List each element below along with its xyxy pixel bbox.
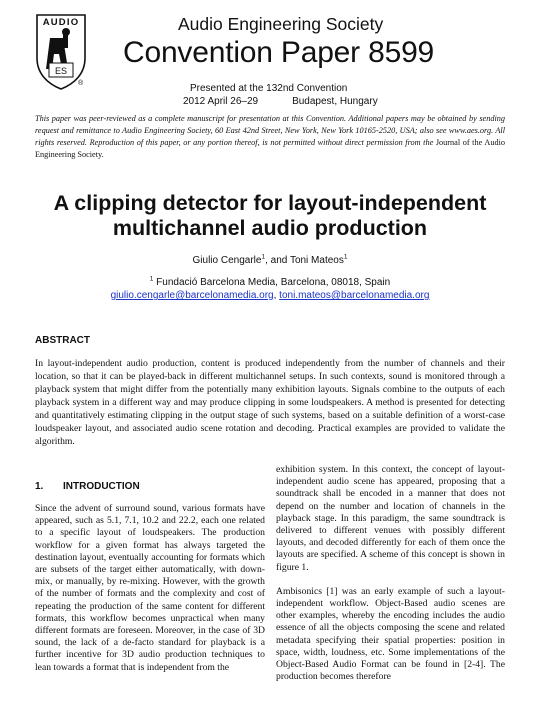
logo-top-letters: AUDIO xyxy=(42,17,80,28)
email-link-1[interactable]: giulio.cengarle@barcelonamedia.org xyxy=(110,290,274,301)
body-paragraph: Ambisonics [1] was an early example of such a layout-independent workflow. Object-Based audio scenes are other examples, whereby the encoding includes the audio essence of all the objects composing the scene and related metadata specifying their spatial properties: position in space, width, loudness, etc. Some implementations of the Object-Based Audio Format can be found in [2-4]. The production becomes therefore xyxy=(276,585,505,683)
paper-title: A clipping detector for layout-independent multichannel audio production xyxy=(53,191,487,240)
email-link-2[interactable]: toni.mateos@barcelonamedia.org xyxy=(279,290,430,301)
convention-date: 2012 April 26–29 xyxy=(183,96,259,107)
section-title: INTRODUCTION xyxy=(63,481,140,492)
author-2-sup: 1 xyxy=(343,253,348,261)
paper-type: Convention Paper 8599 xyxy=(123,36,435,69)
presented-at: Presented at the 132nd Convention xyxy=(190,83,348,94)
author-emails xyxy=(0,290,540,301)
convention-date-line xyxy=(183,96,378,107)
convention-location: Budapest, Hungary xyxy=(292,96,378,107)
notice-text: This paper was peer-reviewed as a complete manuscript for presentation at this Convention. Additional papers may be obtained by sending request and remittance to Audio Engineering Society, 60 East 42nd Street, New York, New York 10165-2520, USA; also see www.aes.org. All rights reserved. Reproduction of this paper, or any portion thereof, is not permitted without direct permission from the xyxy=(35,114,505,147)
body-paragraph: exhibition system. In this context, the concept of layout-independent audio scene has appeared, proposing that a soundtrack shall be encoded in a manner that does not depend on the number and location of channels in the playback stage. In this paradigm, the same soundtrack is delivered to different venues with possibly different layouts, and decoded differently for each of them once the layouts are specified. A scheme of this concept is shown in figure 1. xyxy=(276,464,505,573)
author-2: Toni Mateos xyxy=(289,255,344,266)
registered-mark: ® xyxy=(78,80,84,87)
peer-review-notice xyxy=(35,113,505,161)
section-number: 1. xyxy=(35,481,44,492)
affiliation-sup: 1 xyxy=(149,275,154,283)
abstract-heading: ABSTRACT xyxy=(35,335,90,346)
affiliation-text: Fundació Barcelona Media, Barcelona, 08018, Spain xyxy=(156,277,391,288)
author-separator: , and xyxy=(265,255,288,266)
affiliation xyxy=(0,277,540,288)
notice-journal: Journal of the Audio Engineering Society. xyxy=(35,138,505,159)
authors xyxy=(0,255,540,266)
column-right xyxy=(276,464,505,683)
aes-logo-icon xyxy=(36,14,86,90)
email-separator: , xyxy=(273,290,277,301)
section-heading xyxy=(35,481,140,492)
body-paragraph: Since the advent of surround sound, various formats have appeared, such as 5.1, 7.1, 10.2 and 22.2, each one related to a specific layout of loudspeakers. The production workflow for a given format has always targeted the destination layout, eventually accounting for formats which are subsets of the target either automatically, with down-mix, or manually, by re-mixing. However, with the growth of the number of formats and the complexity and cost of repeating the production of the same content for different formats, this workflow becomes unpractical when many different formats are foreseen. Moreover, in the case of 3D sound, the lack of a de-facto standard for playback is a further incentive for 3D audio production techniques to lean towards a format that is independent from the xyxy=(35,503,265,673)
author-1-sup: 1 xyxy=(261,253,266,261)
logo-bottom-letters: ES xyxy=(54,66,68,76)
organization-name: Audio Engineering Society xyxy=(178,14,384,34)
abstract-text: In layout-independent audio production, content is produced independently from the number of channels and their location, so that it can be played-back in different multichannel setups. In such contexts, sound is monitored through a playback system that might differ from the potentially many exhibition layouts. Signals combine to the outputs of each playback system in a different way and may produce clipping in some loudspeakers. A method is presented for detecting and quantitatively estimating clipping in the output stage of such systems, based on a suitable definition of a worst-case loudspeaker layout, and associated audio scene rotation and decoding. Practical examples are provided to validate the algorithm. xyxy=(35,358,505,447)
author-1: Giulio Cengarle xyxy=(192,255,262,266)
column-left xyxy=(35,503,265,674)
